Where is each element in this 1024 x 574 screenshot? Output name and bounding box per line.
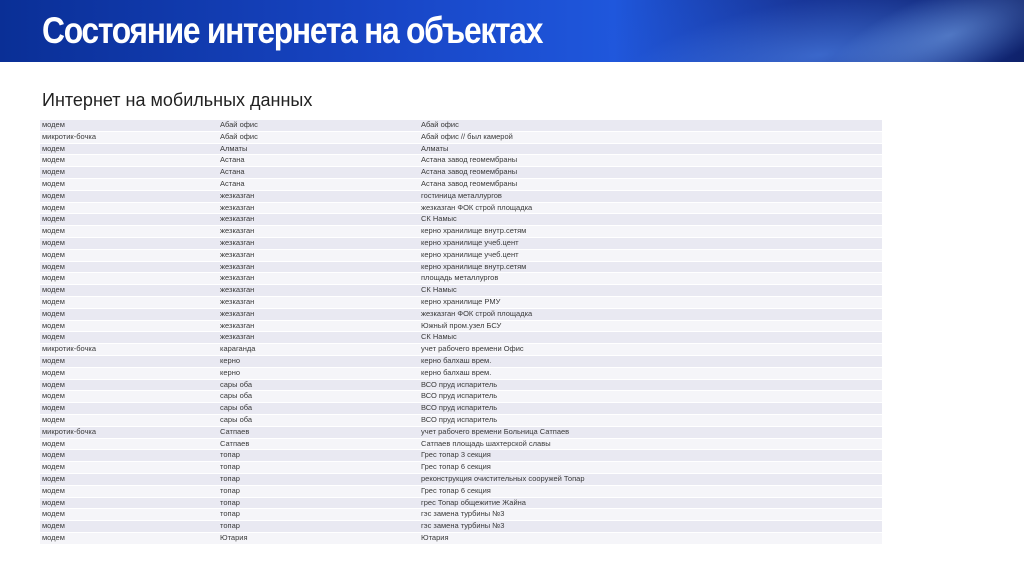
table-row [40,415,882,427]
site-cell: керно балхаш врем. [419,368,882,380]
site-cell: ВСО пруд испаритель [419,415,882,427]
table-row [40,486,882,498]
table-row [40,191,882,203]
table-row [40,214,882,226]
site-cell: гэс замена турбины №3 [419,509,882,521]
city-cell: Астана [218,155,419,167]
device-type-cell: модем [40,509,218,521]
site-cell: Абай офис [419,120,882,132]
section-title: Интернет на мобильных данных [42,90,313,110]
table-row [40,203,882,215]
site-cell: реконструкция очистительных сооружей Топар [419,474,882,486]
device-type-cell: модем [40,226,218,238]
city-cell: жезказган [218,191,419,203]
devices-table-body [40,120,882,545]
table-row [40,439,882,451]
city-cell: сары оба [218,380,419,392]
site-cell: Астана завод геомембраны [419,155,882,167]
site-cell: жезказган ФОК строй площадка [419,203,882,215]
site-cell: Ютария [419,533,882,545]
table-row [40,356,882,368]
table-row [40,132,882,144]
device-type-cell: микротик-бочка [40,427,218,439]
table-row [40,344,882,356]
table-row [40,285,882,297]
site-cell: Грес топар 3 секция [419,450,882,462]
device-type-cell: модем [40,368,218,380]
city-cell: жезказган [218,226,419,238]
device-type-cell: модем [40,450,218,462]
site-cell: ВСО пруд испаритель [419,380,882,392]
device-type-cell: модем [40,474,218,486]
city-cell: топар [218,462,419,474]
device-type-cell: микротик-бочка [40,132,218,144]
site-cell: площадь металлургов [419,273,882,285]
city-cell: топар [218,521,419,533]
site-cell: Алматы [419,144,882,156]
page-title: Состояние интернета на объектах [42,10,543,51]
site-cell: СК Намыс [419,214,882,226]
table-row [40,368,882,380]
site-cell: учет рабочего времени Офис [419,344,882,356]
site-cell: Южный пром.узел БСУ [419,321,882,333]
city-cell: топар [218,450,419,462]
city-cell: жезказган [218,214,419,226]
city-cell: керно [218,368,419,380]
device-type-cell: модем [40,486,218,498]
site-cell: гостиница металлургов [419,191,882,203]
table-row [40,321,882,333]
device-type-cell: модем [40,144,218,156]
table-row [40,332,882,344]
city-cell: жезказган [218,250,419,262]
site-cell: СК Намыс [419,332,882,344]
device-type-cell: модем [40,179,218,191]
table-row [40,380,882,392]
site-cell: Сатпаев площадь шахтерской славы [419,439,882,451]
device-type-cell: модем [40,321,218,333]
device-type-cell: модем [40,238,218,250]
table-row [40,509,882,521]
city-cell: топар [218,486,419,498]
table-row [40,179,882,191]
table-row [40,144,882,156]
site-cell: Грес топар 6 секция [419,486,882,498]
city-cell: жезказган [218,321,419,333]
device-type-cell: модем [40,250,218,262]
devices-table [40,120,882,545]
device-type-cell: микротик-бочка [40,344,218,356]
site-cell: гэс замена турбины №3 [419,521,882,533]
site-cell: учет рабочего времени Больница Сатпаев [419,427,882,439]
table-row [40,462,882,474]
city-cell: Алматы [218,144,419,156]
table-row [40,226,882,238]
city-cell: топар [218,509,419,521]
device-type-cell: модем [40,403,218,415]
site-cell: керно хранилище внутр.сетям [419,262,882,274]
device-type-cell: модем [40,380,218,392]
site-cell: ВСО пруд испаритель [419,403,882,415]
table-row [40,391,882,403]
table-row [40,297,882,309]
city-cell: топар [218,498,419,510]
device-type-cell: модем [40,391,218,403]
city-cell: Астана [218,179,419,191]
table-row [40,155,882,167]
table-row [40,403,882,415]
site-cell: Грес топар 6 секция [419,462,882,474]
city-cell: жезказган [218,297,419,309]
device-type-cell: модем [40,273,218,285]
device-type-cell: модем [40,533,218,545]
site-cell: Астана завод геомембраны [419,179,882,191]
device-type-cell: модем [40,120,218,132]
device-type-cell: модем [40,155,218,167]
city-cell: сары оба [218,415,419,427]
device-type-cell: модем [40,521,218,533]
device-type-cell: модем [40,439,218,451]
device-type-cell: модем [40,191,218,203]
city-cell: жезказган [218,262,419,274]
site-cell: Абай офис // был камерой [419,132,882,144]
table-row [40,450,882,462]
city-cell: жезказган [218,238,419,250]
table-row [40,262,882,274]
device-type-cell: модем [40,203,218,215]
site-cell: Астана завод геомембраны [419,167,882,179]
city-cell: Ютария [218,533,419,545]
site-cell: керно балхаш врем. [419,356,882,368]
table-row [40,250,882,262]
city-cell: Сатпаев [218,439,419,451]
device-type-cell: модем [40,462,218,474]
site-cell: керно хранилище учеб.цент [419,250,882,262]
city-cell: сары оба [218,403,419,415]
city-cell: жезказган [218,203,419,215]
device-type-cell: модем [40,356,218,368]
city-cell: Сатпаев [218,427,419,439]
device-type-cell: модем [40,498,218,510]
table-row [40,167,882,179]
city-cell: керно [218,356,419,368]
table-row [40,273,882,285]
device-type-cell: модем [40,332,218,344]
site-cell: керно хранилище РМУ [419,297,882,309]
site-cell: СК Намыс [419,285,882,297]
city-cell: Астана [218,167,419,179]
device-type-cell: модем [40,297,218,309]
city-cell: топар [218,474,419,486]
city-cell: Абай офис [218,120,419,132]
site-cell: керно хранилище учеб.цент [419,238,882,250]
site-cell: жезказган ФОК строй площадка [419,309,882,321]
table-row [40,309,882,321]
site-cell: ВСО пруд испаритель [419,391,882,403]
device-type-cell: модем [40,415,218,427]
table-row [40,474,882,486]
city-cell: жезказган [218,332,419,344]
table-row [40,427,882,439]
site-cell: керно хранилище внутр.сетям [419,226,882,238]
device-type-cell: модем [40,309,218,321]
header-banner [0,0,1024,62]
table-row [40,238,882,250]
table-row [40,521,882,533]
city-cell: жезказган [218,273,419,285]
city-cell: жезказган [218,309,419,321]
device-type-cell: модем [40,285,218,297]
table-row [40,533,882,545]
city-cell: сары оба [218,391,419,403]
device-type-cell: модем [40,167,218,179]
city-cell: жезказган [218,285,419,297]
table-row [40,498,882,510]
device-type-cell: модем [40,214,218,226]
device-type-cell: модем [40,262,218,274]
table-row [40,120,882,132]
city-cell: караганда [218,344,419,356]
site-cell: грес Топар общежитие Жайна [419,498,882,510]
city-cell: Абай офис [218,132,419,144]
